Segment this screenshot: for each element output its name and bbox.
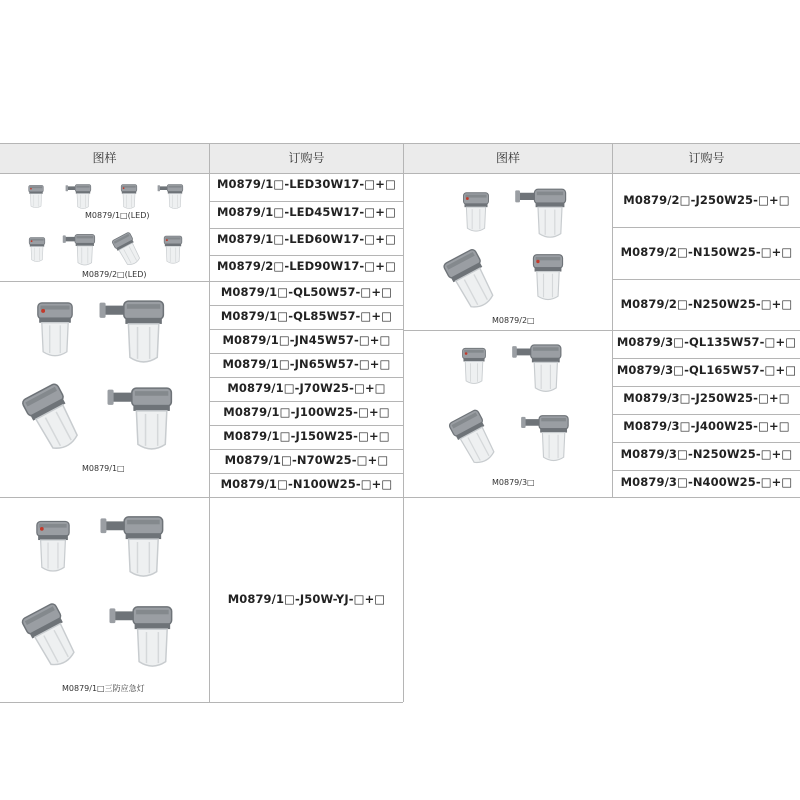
header-order-number: 订购号 [288, 151, 325, 165]
order-code: M0879/2□-N150W25-□+□ [620, 245, 793, 259]
order-code: M0879/3□-N250W25-□+□ [620, 447, 793, 461]
order-code: M0879/1□-QL85W57-□+□ [220, 309, 393, 323]
explosion-proof-lamp-icon [95, 292, 177, 368]
explosion-proof-lamp-icon [156, 181, 188, 211]
header-order-number-right: 订购号 [688, 151, 725, 165]
explosion-proof-lamp-icon [511, 338, 569, 396]
explosion-proof-lamp-icon [22, 288, 88, 368]
explosion-proof-lamp-icon [520, 242, 576, 310]
order-code: M0879/1□-LED30W17-□+□ [217, 177, 396, 191]
order-code: M0879/3□-N400W25-□+□ [620, 475, 793, 489]
explosion-proof-lamp-icon [452, 180, 500, 242]
explosion-proof-lamp-icon [16, 594, 88, 676]
order-code: M0879/1□-QL50W57-□+□ [220, 285, 393, 299]
image-caption: M0879/2□ [492, 316, 535, 325]
explosion-proof-lamp-icon [16, 374, 92, 460]
order-code: M0879/2□-LED90W17-□+□ [217, 259, 396, 273]
image-caption: M0879/1□三防应急灯 [62, 684, 145, 693]
explosion-proof-lamp-icon [438, 244, 506, 314]
explosion-proof-lamp-icon [156, 228, 190, 270]
order-code: M0879/1□-N70W25-□+□ [224, 453, 389, 467]
order-code: M0879/1□-JN45W57-□+□ [222, 333, 391, 347]
header-image: 图样 [92, 151, 117, 165]
explosion-proof-lamp-icon [22, 508, 84, 582]
explosion-proof-lamp-icon [108, 594, 182, 676]
order-code: M0879/3□-J400W25-□+□ [623, 419, 790, 433]
explosion-proof-lamp-icon [452, 336, 496, 394]
header-image-right: 图样 [495, 151, 520, 165]
order-code: M0879/1□-N100W25-□+□ [220, 477, 393, 491]
explosion-proof-lamp-icon [511, 182, 577, 242]
order-code: M0879/2□-N250W25-□+□ [620, 297, 793, 311]
explosion-proof-lamp-icon [62, 228, 100, 270]
explosion-proof-lamp-icon [62, 181, 98, 211]
order-code: M0879/1□-J100W25-□+□ [223, 405, 390, 419]
order-code: M0879/1□-J150W25-□+□ [223, 429, 390, 443]
order-code: M0879/1□-LED60W17-□+□ [217, 232, 396, 246]
explosion-proof-lamp-icon [444, 404, 506, 470]
image-caption: M0879/1□(LED) [85, 211, 150, 220]
explosion-proof-lamp-icon [106, 372, 182, 462]
explosion-proof-lamp-icon [22, 228, 52, 270]
explosion-proof-lamp-icon [94, 508, 178, 582]
order-code: M0879/3□-QL135W57-□+□ [616, 335, 797, 349]
explosion-proof-lamp-icon [109, 228, 147, 270]
explosion-proof-lamp-icon [520, 404, 576, 470]
image-caption: M0879/1□ [82, 464, 125, 473]
image-caption: M0879/2□(LED) [82, 270, 147, 279]
order-code: M0879/2□-J250W25-□+□ [623, 193, 790, 207]
order-code: M0879/1□-J50W-YJ-□+□ [227, 592, 386, 606]
order-code: M0879/3□-J250W25-□+□ [623, 391, 790, 405]
order-code: M0879/1□-JN65W57-□+□ [222, 357, 391, 371]
order-code: M0879/3□-QL165W57-□+□ [616, 363, 797, 377]
order-code: M0879/1□-J70W25-□+□ [227, 381, 386, 395]
explosion-proof-lamp-icon [113, 181, 145, 211]
explosion-proof-lamp-icon [22, 181, 50, 211]
image-caption: M0879/3□ [492, 478, 535, 487]
order-code: M0879/1□-LED45W17-□+□ [217, 205, 396, 219]
